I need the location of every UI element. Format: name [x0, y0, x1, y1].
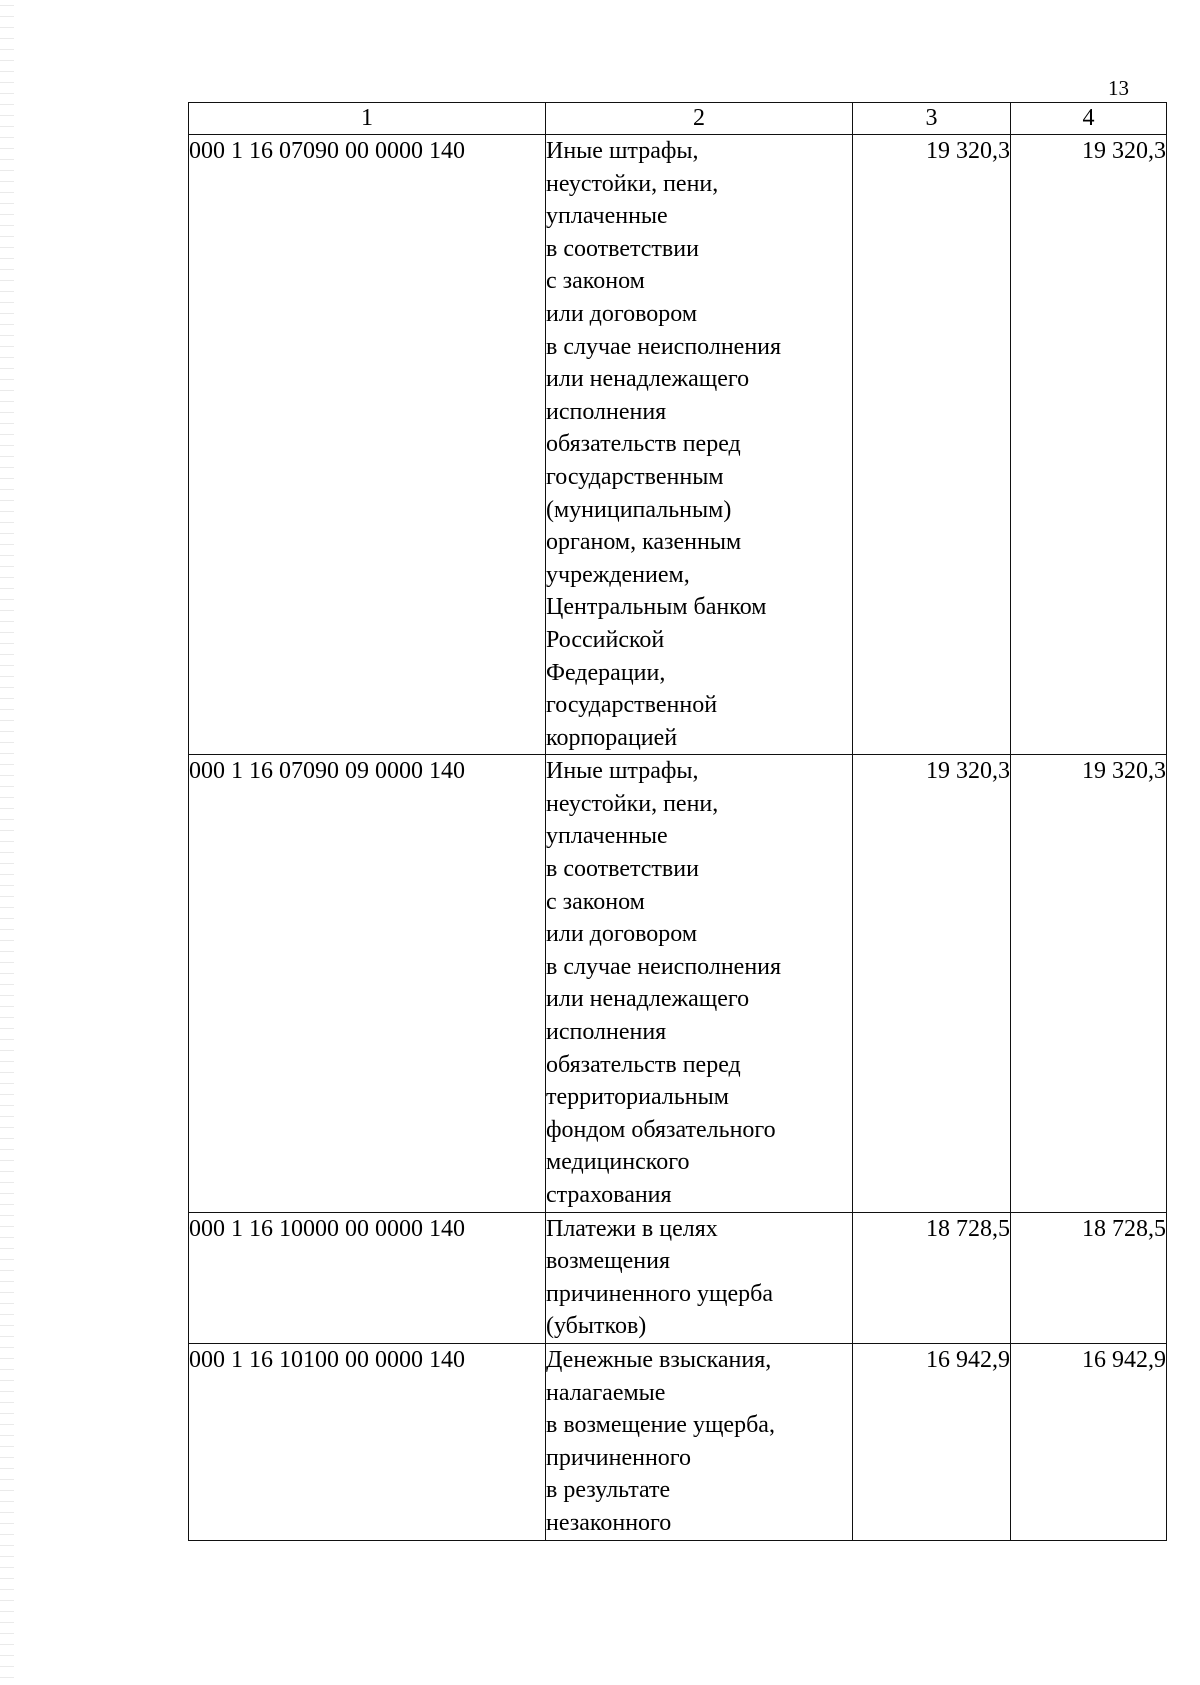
- description-line: уплаченные: [546, 203, 668, 230]
- description-line: Федерации,: [546, 659, 666, 686]
- table-row: [189, 755, 1167, 1212]
- description-line: с законом: [546, 268, 645, 295]
- description-line: незаконного: [546, 1509, 672, 1536]
- table-row: [189, 135, 1167, 755]
- amount-cell-col3: 18 728,5: [853, 1212, 1011, 1343]
- table-row: [189, 1343, 1167, 1540]
- description-line: фондом обязательного: [546, 1116, 776, 1143]
- description-line: медицинского: [546, 1149, 690, 1176]
- description-line: Центральным банком: [546, 594, 767, 621]
- description-line: органом, казенным: [546, 529, 742, 556]
- description-line: (муниципальным): [546, 496, 732, 523]
- revenue-description-cell: [546, 135, 853, 755]
- scan-edge-artifact: [0, 0, 14, 1685]
- classification-code-cell: 000 1 16 07090 09 0000 140: [189, 755, 546, 1212]
- description-line: возмещения: [546, 1248, 671, 1275]
- classification-code-cell: 000 1 16 10000 00 0000 140: [189, 1212, 546, 1343]
- description-line: (убытков): [546, 1313, 647, 1340]
- description-line: в случае неисполнения: [546, 953, 782, 980]
- page-number: 13: [1108, 76, 1129, 100]
- description-line: государственной: [546, 692, 718, 719]
- description-line: обязательств перед: [546, 1051, 741, 1078]
- description-line: или ненадлежащего: [546, 986, 750, 1013]
- description-line: причиненного ущерба: [546, 1280, 774, 1307]
- description-line: или ненадлежащего: [546, 366, 750, 393]
- description-line: или договором: [546, 921, 698, 948]
- revenue-description-cell: [546, 755, 853, 1212]
- revenue-description-cell: [546, 1343, 853, 1540]
- description-line: или договором: [546, 300, 698, 327]
- amount-cell-col3: 19 320,3: [853, 755, 1011, 1212]
- amount-cell-col4: 19 320,3: [1011, 135, 1167, 755]
- amount-cell-col4: 18 728,5: [1011, 1212, 1167, 1343]
- description-line: учреждением,: [546, 561, 690, 588]
- column-header-4: 4: [1011, 103, 1167, 135]
- description-line: неустойки, пени,: [546, 790, 719, 817]
- description-line: Платежи в целях: [546, 1215, 718, 1242]
- amount-cell-col3: 19 320,3: [853, 135, 1011, 755]
- column-header-1: 1: [189, 103, 546, 135]
- description-line: в возмещение ущерба,: [546, 1412, 775, 1439]
- classification-code-cell: 000 1 16 10100 00 0000 140: [189, 1343, 546, 1540]
- table-header-row: [189, 103, 1167, 135]
- description-line: с законом: [546, 888, 645, 915]
- description-line: Иные штрафы,: [546, 138, 699, 164]
- table-row: [189, 1212, 1167, 1343]
- description-line: налагаемые: [546, 1379, 666, 1406]
- description-line: исполнения: [546, 398, 667, 425]
- description-line: в соответствии: [546, 235, 699, 262]
- revenue-description-cell: [546, 1212, 853, 1343]
- column-header-2: 2: [546, 103, 853, 135]
- description-line: территориальным: [546, 1084, 729, 1111]
- description-line: Иные штрафы,: [546, 758, 699, 785]
- budget-revenue-table: [188, 102, 1167, 1541]
- description-line: исполнения: [546, 1019, 667, 1046]
- amount-cell-col4: 19 320,3: [1011, 755, 1167, 1212]
- description-line: причиненного: [546, 1444, 692, 1471]
- description-line: страхования: [546, 1182, 672, 1208]
- classification-code-cell: 000 1 16 07090 00 0000 140: [189, 135, 546, 755]
- amount-cell-col4: 16 942,9: [1011, 1343, 1167, 1540]
- description-line: корпорацией: [546, 724, 678, 751]
- description-line: государственным: [546, 463, 724, 490]
- column-header-3: 3: [853, 103, 1011, 135]
- description-line: неустойки, пени,: [546, 170, 719, 197]
- description-line: в соответствии: [546, 856, 699, 883]
- description-line: в случае неисполнения: [546, 333, 782, 360]
- description-line: в результате: [546, 1477, 671, 1504]
- description-line: Российской: [546, 626, 665, 653]
- description-line: Денежные взыскания,: [546, 1346, 772, 1373]
- description-line: уплаченные: [546, 823, 668, 850]
- amount-cell-col3: 16 942,9: [853, 1343, 1011, 1540]
- description-line: обязательств перед: [546, 431, 741, 458]
